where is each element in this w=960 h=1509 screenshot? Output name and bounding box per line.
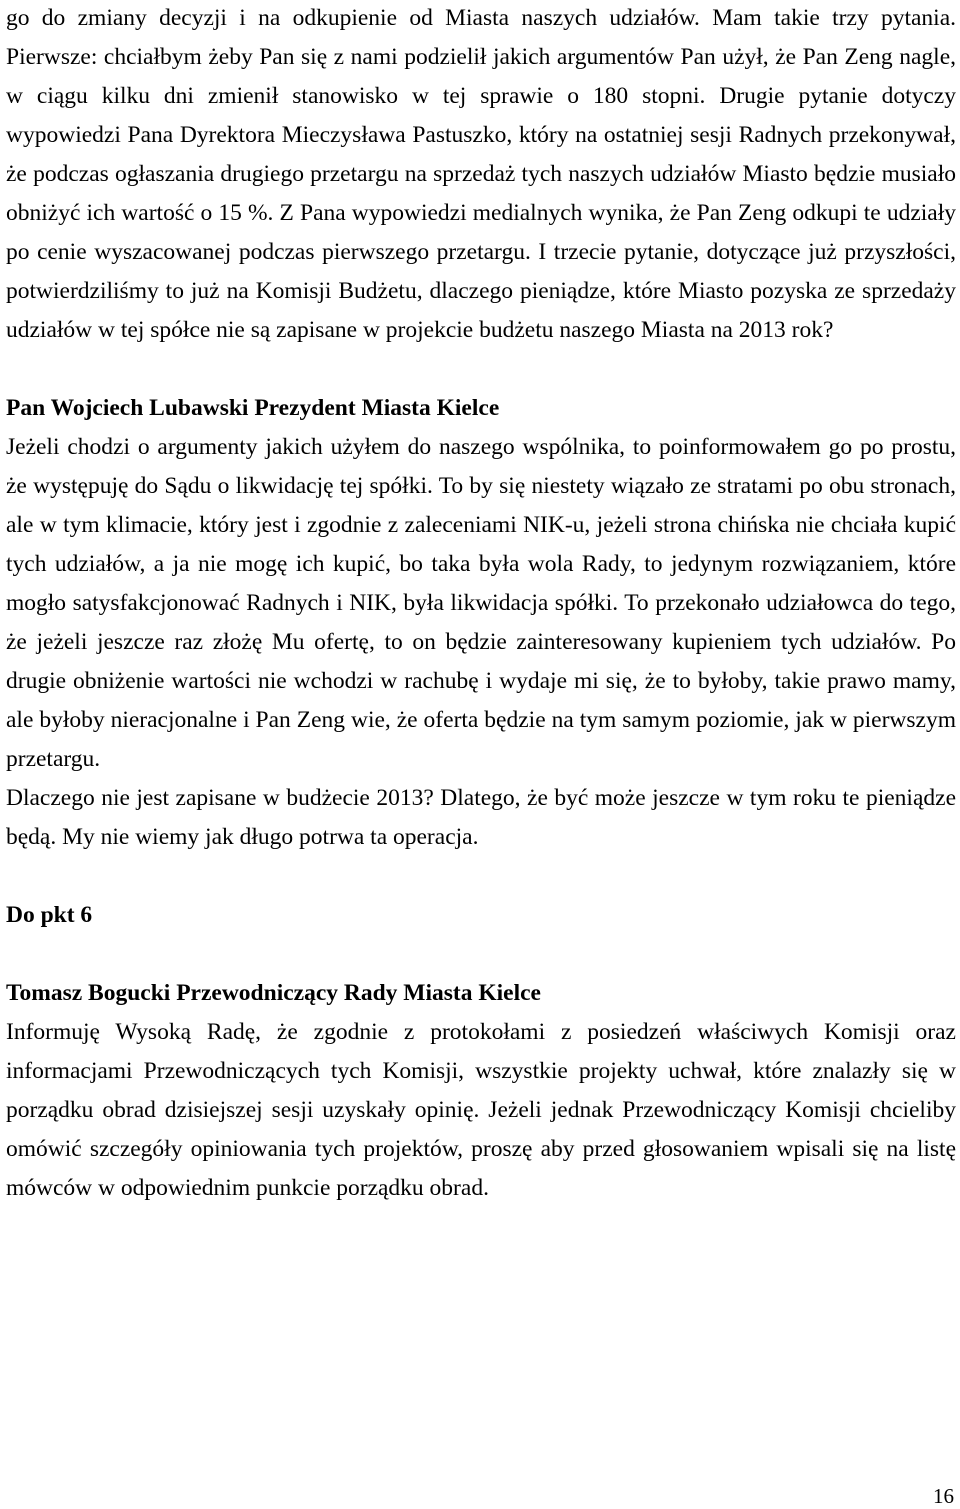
spacer xyxy=(6,857,956,896)
page-number: 16 xyxy=(933,1484,954,1508)
speaker-name-bogucki: Tomasz Bogucki Przewodniczący Rady Miasta Kielce xyxy=(6,980,541,1006)
spacer xyxy=(6,350,956,389)
paragraph-lubawski-budget: Dlaczego nie jest zapisane w budżecie 2013? Dlatego, że być może jeszcze w tym roku te pieniądze będą. My nie wiemy jak długo potrwa ta operacja. xyxy=(6,785,956,850)
paragraph-lubawski-answer: Jeżeli chodzi o argumenty jakich użyłem do naszego wspólnika, to poinformowałem go po prostu, że występuję do Sądu o likwidację tej spółki. To by się niestety wiązało ze stratami po obu stronach, ale w tym klimacie, który jest i zgodnie z zaleceniami NIK-u, jeżeli strona chińska nie chciała kupić tych udziałów, a ja nie mogę ich kupić, bo taka była wola Rady, to jedynym rozwiązaniem, które mogło satysfakcjonować Radnych i NIK, była likwidacja spółki. To przekonało udziałowca do tego, że jeżeli jeszcze raz złożę Mu ofertę, to on będzie zainteresowany kupieniem tych udziałów. Po drugie obniżenie wartości nie wchodzi w rachubę i wydaje mi się, że to byłoby, takie prawo mamy, ale byłoby nieracjonalne i Pan Zeng wie, że oferta będzie na tym samym poziomie, jak w pierwszym przetargu. xyxy=(6,434,956,772)
paragraph-questions: go do zmiany decyzji i na odkupienie od Miasta naszych udziałów. Mam takie trzy pytania. Pierwsze: chciałbym żeby Pan się z nami podzielił jakich argumentów Pan użył, że Pan Zeng nagle, w ciągu kilku dni zmienił stanowisko w tej sprawie o 180 stopni. Drugie pytanie dotyczy wypowiedzi Pana Dyrektora Mieczysława Pastuszko, który na ostatniej sesji Radnych przekonywał, że podczas ogłaszania drugiego przetargu na sprzedaż tych naszych udziałów Miasto będzie musiało obniżyć ich wartość o 15 %. Z Pana wypowiedzi medialnych wynika, że Pan Zeng odkupi te udziały po cenie wyszacowanej podczas pierwszego przetargu. I trzecie pytanie, dotyczące już przyszłości, potwierdziliśmy to już na Komisji Budżetu, dlaczego pieniądze, które Miasto pozyska ze sprzedaży udziałów w tej spółce nie są zapisane w projekcie budżetu naszego Miasta na 2013 rok? xyxy=(6,5,956,343)
speaker-name-lubawski: Pan Wojciech Lubawski Prezydent Miasta Kielce xyxy=(6,395,500,421)
paragraph-bogucki-info: Informuję Wysoką Radę, że zgodnie z protokołami z posiedzeń właściwych Komisji oraz informacjami Przewodniczących tych Komisji, wszystkie projekty uchwał, które znalazły się w porządku obrad dzisiejszej sesji uzyskały opinię. Jeżeli jednak Przewodniczący Komisji chcieliby omówić szczegóły opiniowania tych projektów, proszę aby przed głosowaniem wpisali się na listę mówców w odpowiednim punkcie porządku obrad. xyxy=(6,1019,956,1201)
document-page xyxy=(6,0,956,1208)
spacer xyxy=(6,935,956,974)
section-heading: Do pkt 6 xyxy=(6,902,93,928)
